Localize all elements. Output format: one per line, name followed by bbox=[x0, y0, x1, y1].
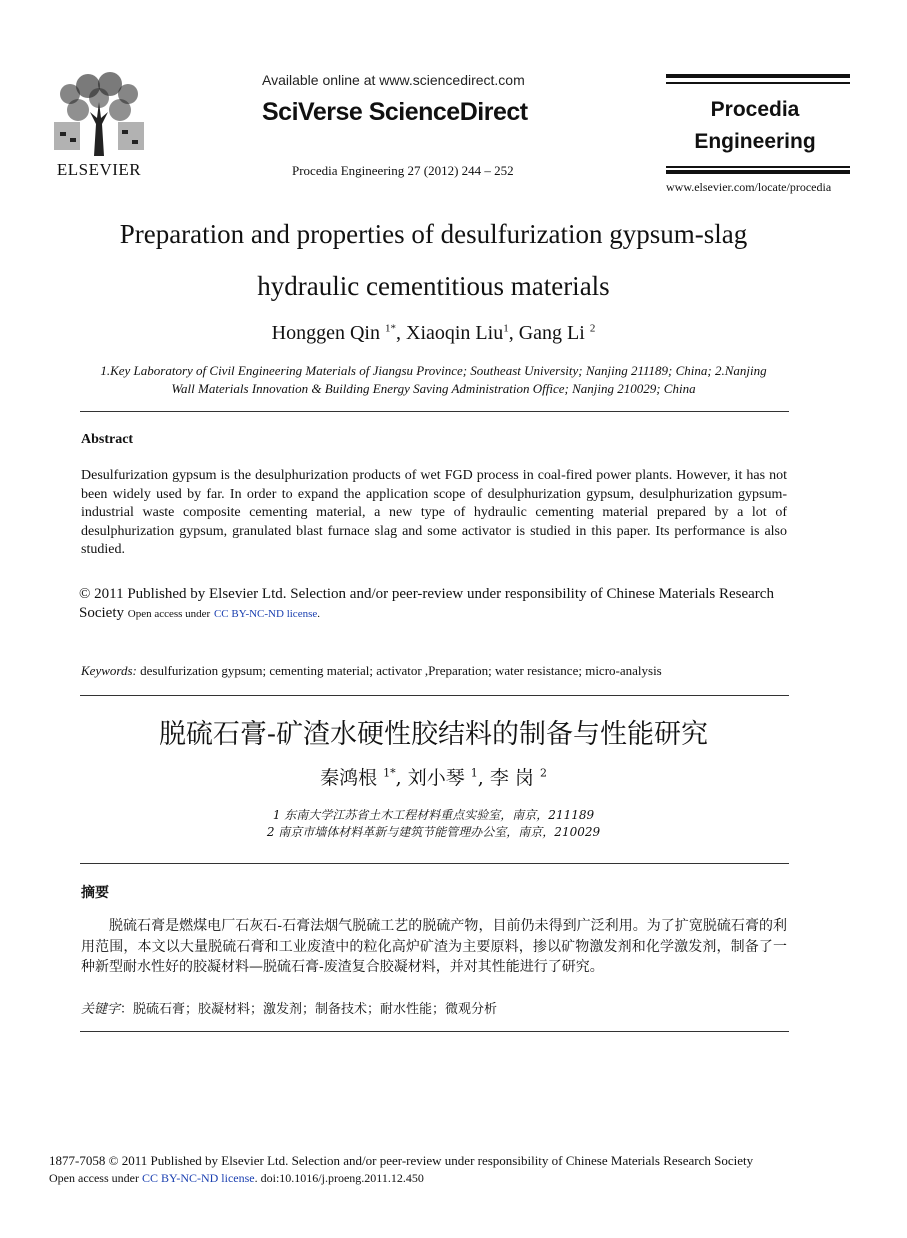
author-affil-mark: 1 bbox=[503, 322, 509, 335]
keywords-label: Keywords: bbox=[81, 663, 137, 678]
chinese-author-mark: 2 bbox=[539, 766, 547, 780]
banner-rule-top bbox=[666, 74, 850, 78]
abstract-text: Desulfurization gypsum is the desulphurization products of wet FGD process in coal-fired power plants. However, it has not been widely used by far. In order to expand the application scope of desulphurization gypsum, desulphurization gypsum-industrial waste composite cementing material, a new type of hydraulic cementing material prepared by a lot of desulphurization gypsum, granulated blast furnace slag and some activator is studied in this paper. Its performance is also studied. bbox=[81, 468, 787, 558]
author-separator: , bbox=[508, 322, 519, 344]
author-name: Honggen Qin bbox=[271, 322, 385, 344]
banner-rule-top-thin bbox=[666, 82, 850, 84]
affiliation-line1: 1.Key Laboratory of Civil Engineering Materials of Jiangsu Province; Southeast University; Nanjing 211189; China; 2.Nanjing bbox=[100, 363, 767, 378]
affiliation-line2: Wall Materials Innovation & Building Energy Saving Administration Office; Nanjing 210029; China bbox=[171, 381, 696, 396]
journal-url[interactable]: www.elsevier.com/locate/procedia bbox=[666, 180, 832, 194]
author-name: Xiaoqin Liu bbox=[406, 322, 504, 344]
journal-title bbox=[666, 94, 844, 158]
chinese-keywords bbox=[81, 998, 497, 1017]
chinese-author-mark: 1 bbox=[470, 766, 478, 780]
publisher-logo-text: ELSEVIER bbox=[56, 160, 142, 179]
journal-title-line2: Engineering bbox=[694, 130, 816, 153]
journal-banner bbox=[666, 74, 850, 180]
divider-middle bbox=[80, 695, 789, 696]
copyright-notice bbox=[79, 585, 791, 624]
footer-copyright: 1877-7058 © 2011 Published by Elsevier Ltd. Selection and/or peer-review under responsibility of Chinese Materials Research Society bbox=[49, 1153, 754, 1168]
abstract-heading: Abstract bbox=[81, 432, 134, 447]
chinese-affiliation-line1: 1 东南大学江苏省土木工程材料重点实验室，南京，211189 bbox=[272, 808, 595, 822]
chinese-affiliation-line2: 2 南京市墙体材料革新与建筑节能管理办公室，南京，210029 bbox=[266, 825, 601, 839]
footer-doi-line bbox=[49, 1171, 424, 1186]
divider-chinese bbox=[80, 863, 789, 864]
author-separator: , bbox=[396, 322, 406, 344]
sciencedirect-brand: SciVerse ScienceDirect bbox=[262, 98, 528, 126]
journal-citation: Procedia Engineering 27 (2012) 244 – 252 bbox=[292, 163, 514, 178]
footer-license-link[interactable]: CC BY-NC-ND license bbox=[141, 1171, 255, 1185]
license-period: . bbox=[317, 608, 320, 620]
chinese-author-separator: , bbox=[477, 767, 490, 789]
chinese-abstract-text: 脱硫石膏是燃煤电厂石灰石-石膏法烟气脱硫工艺的脱硫产物，目前仍未得到广泛利用。为了扩宽脱硫石膏的利用范围，本文以大量脱硫石膏和工业废渣中的粒化高炉矿渣为主要原料，掺以矿物激发剂和化学激发剂，制备了一种新型耐水性好的胶凝材料—脱硫石膏-废渣复合胶凝材料，并对其性能进行了研究。 bbox=[81, 918, 787, 975]
elsevier-logo bbox=[50, 72, 148, 180]
available-online: Available online at www.sciencedirect.com bbox=[262, 72, 525, 88]
chinese-keywords-label: 关键字 bbox=[81, 1002, 121, 1017]
elsevier-tree-icon bbox=[50, 72, 148, 158]
chinese-keywords-text: ：脱硫石膏；胶凝材料；激发剂；制备技术；耐水性能；微观分析 bbox=[120, 1002, 498, 1017]
author-affil-mark: 2 bbox=[589, 322, 596, 335]
affiliations bbox=[80, 362, 787, 398]
chinese-author-name: 秦鸿根 bbox=[320, 767, 384, 789]
chinese-author-list bbox=[60, 763, 807, 790]
chinese-author-name: 李 岗 bbox=[489, 767, 540, 789]
chinese-author-mark: 1* bbox=[383, 766, 396, 780]
article-title-line2: hydraulic cementitious materials bbox=[257, 271, 610, 301]
footer-open-access-prefix: Open access under bbox=[49, 1171, 139, 1185]
keywords-text: desulfurization gypsum; cementing material; activator ,Preparation; water resistance; micro-analysis bbox=[136, 663, 662, 678]
license-link[interactable]: CC BY-NC-ND license bbox=[213, 608, 318, 620]
chinese-author-name: 刘小琴 bbox=[407, 767, 471, 789]
divider-top bbox=[80, 411, 789, 412]
banner-rule-bottom-thin bbox=[666, 166, 850, 168]
article-title-line1: Preparation and properties of desulfurization gypsum-slag bbox=[119, 219, 748, 249]
keywords bbox=[81, 663, 662, 679]
chinese-author-separator: , bbox=[395, 767, 408, 789]
copyright-text: © 2011 Published by Elsevier Ltd. Selection and/or peer-review under responsibility of Chinese Materials Research Society bbox=[79, 586, 774, 621]
author-affil-mark: 1* bbox=[385, 322, 396, 335]
open-access-prefix: Open access under bbox=[127, 608, 211, 620]
chinese-abstract-heading: 摘要 bbox=[81, 885, 109, 901]
author-name: Gang Li bbox=[518, 322, 590, 344]
footer-doi[interactable]: . doi:10.1016/j.proeng.2011.12.450 bbox=[254, 1171, 424, 1185]
chinese-title: 脱硫石膏-矿渣水硬性胶结料的制备与性能研究 bbox=[158, 719, 709, 750]
journal-title-line1: Procedia bbox=[710, 98, 800, 121]
divider-bottom bbox=[80, 1031, 789, 1032]
banner-rule-bottom bbox=[666, 170, 850, 174]
author-list bbox=[60, 322, 807, 345]
